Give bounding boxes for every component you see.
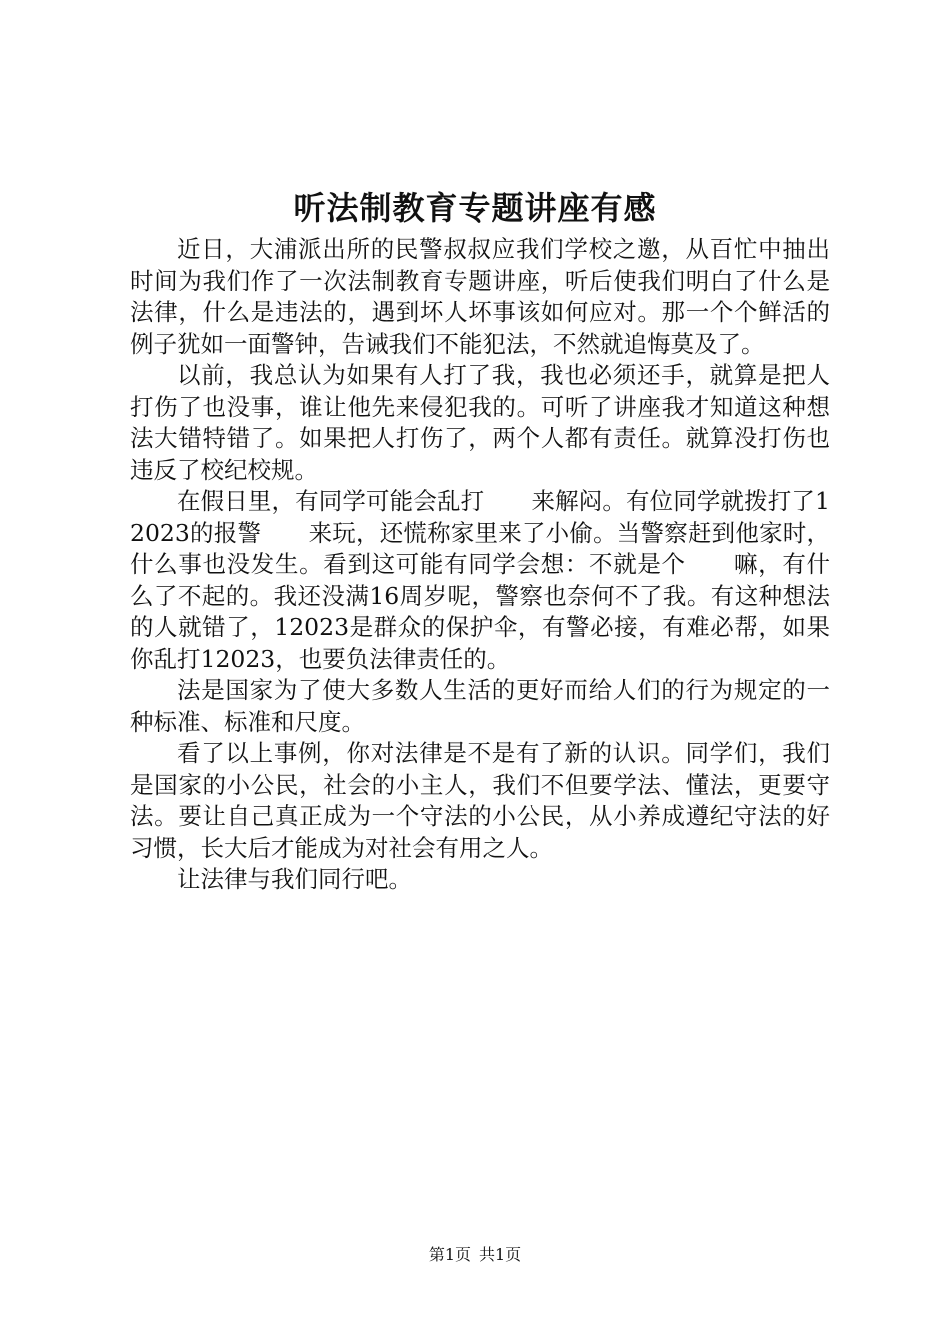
document-title: 听法制教育专题讲座有感 xyxy=(293,189,657,227)
document-body xyxy=(130,234,830,896)
page-total: 共1页 xyxy=(479,1245,522,1264)
paragraph-5: 看了以上事例，你对法律是不是有了新的认识。同学们，我们是国家的小公民，社会的小主人，我们不但要学法、懂法，更要守法。要让自己真正成为一个守法的小公民，从小养成遵纪守法的好习惯，长大后才能成为对社会有用之人。 xyxy=(130,739,830,862)
paragraph-2: 以前，我总认为如果有人打了我，我也必须还手，就算是把人打伤了也没事，谁让他先来侵犯我的。可听了讲座我才知道这种想法大错特错了。如果把人打伤了，两个人都有责任。就算没打伤也违反了校纪校规。 xyxy=(130,361,830,484)
page-footer xyxy=(0,1244,950,1266)
paragraph-6: 让法律与我们同行吧。 xyxy=(177,865,412,893)
paragraph-4: 法是国家为了使大多数人生活的更好而给人们的行为规定的一种标准、标准和尺度。 xyxy=(130,676,830,736)
paragraph-1: 近日，大浦派出所的民警叔叔应我们学校之邀，从百忙中抽出时间为我们作了一次法制教育专题讲座，听后使我们明白了什么是法律，什么是违法的，遇到坏人坏事该如何应对。那一个个鲜活的例子犹如一面警钟，告诫我们不能犯法，不然就追悔莫及了。 xyxy=(130,235,830,358)
paragraph-3: 在假日里，有同学可能会乱打 来解闷。有位同学就拨打了12023的报警 来玩，还慌称家里来了小偷。当警察赶到他家时，什么事也没发生。看到这可能有同学会想：不就是个 嘛，有什么了不起的。我还没满16周岁呢，警察也奈何不了我。有这种想法的人就错了，12023是群众的保护伞，有警必接，有难必帮，如果你乱打12023，也要负法律责任的。 xyxy=(130,487,830,673)
page-number: 第1页 xyxy=(428,1245,471,1264)
